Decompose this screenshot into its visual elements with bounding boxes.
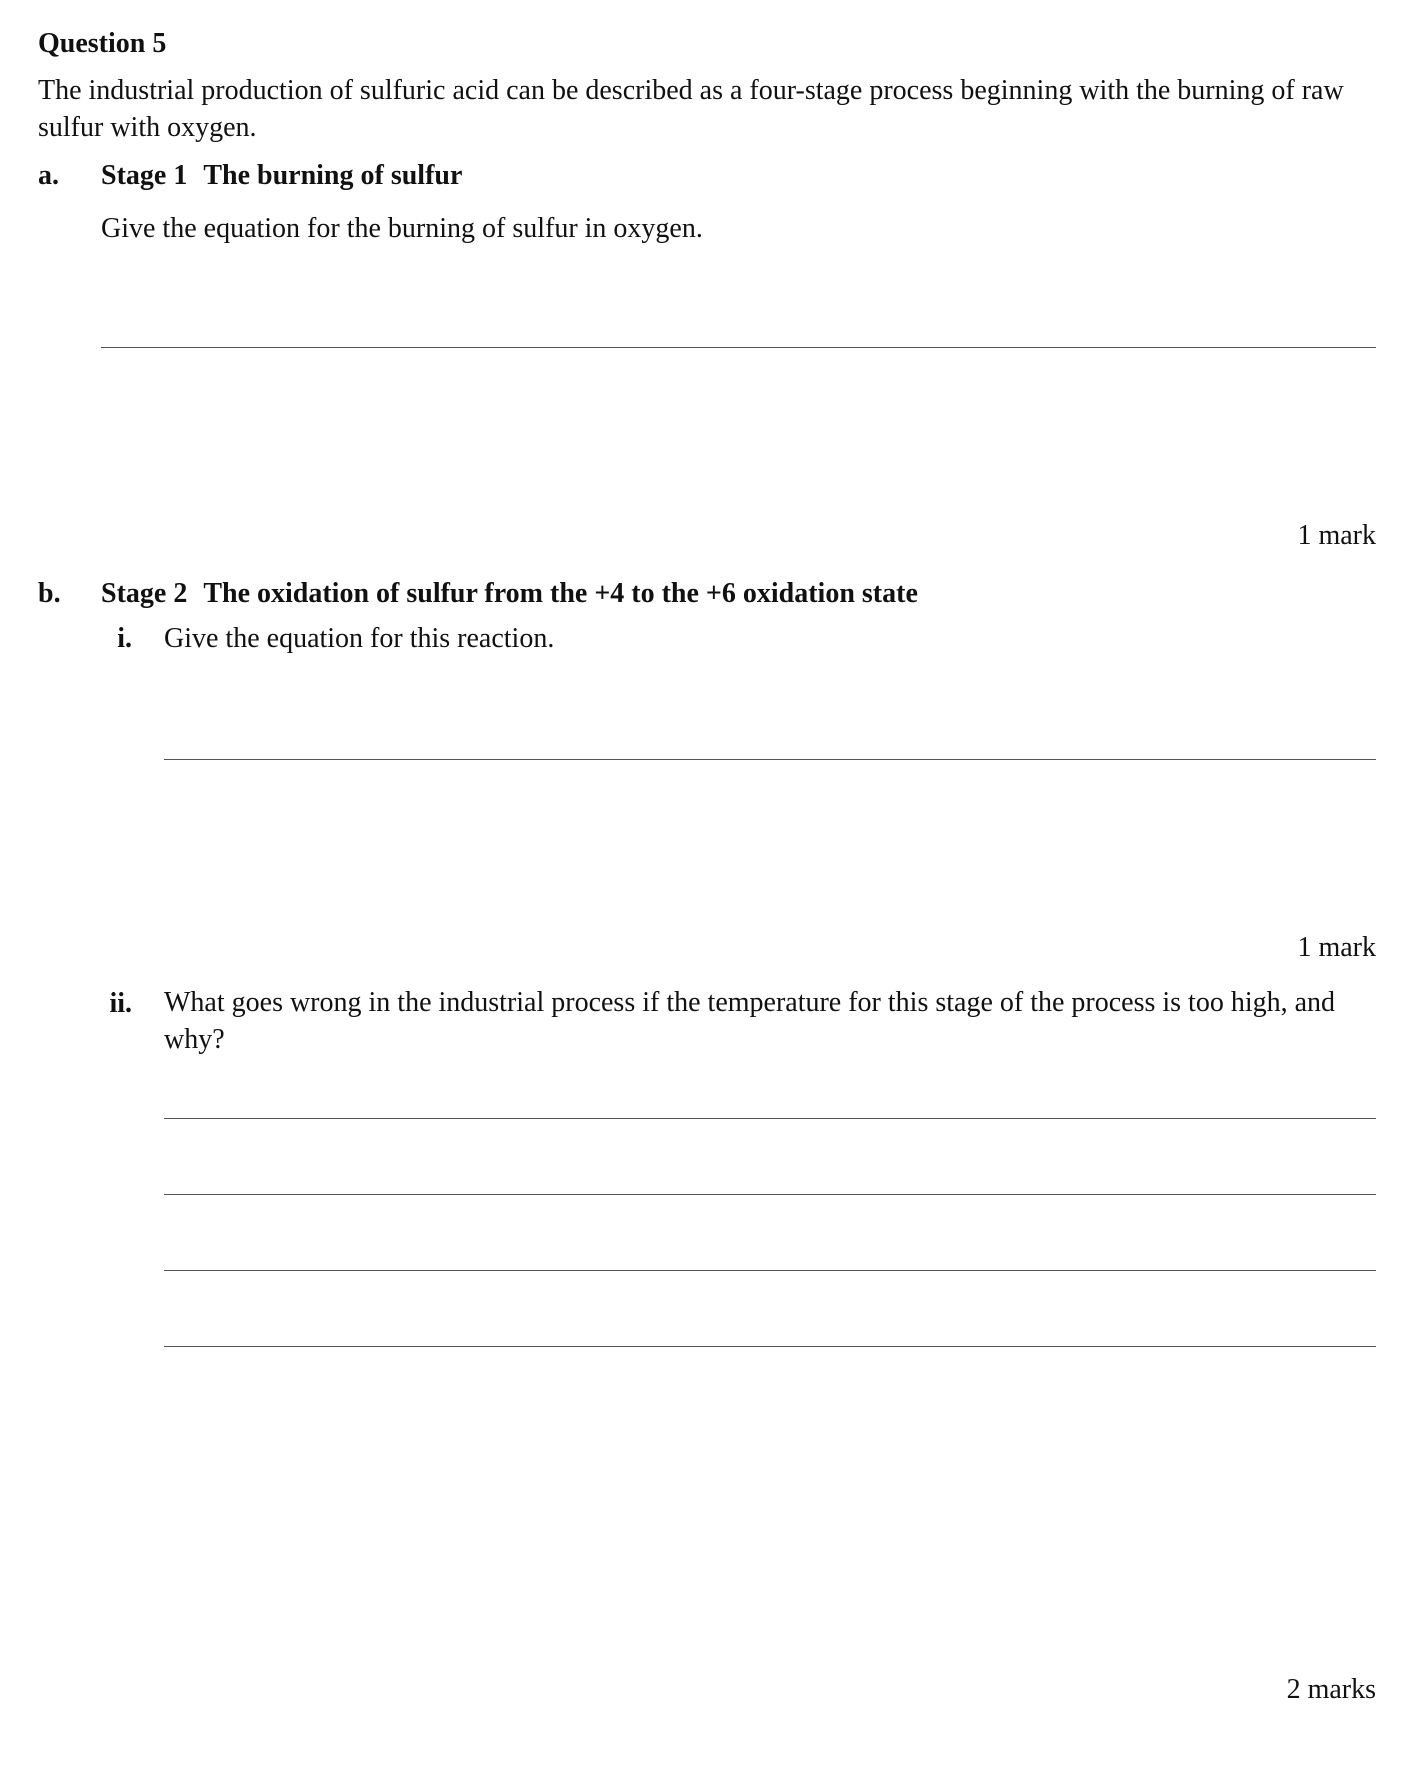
part-b-ii-marks: 2 marks bbox=[1286, 1674, 1376, 1705]
part-b-ii-answer-line-4[interactable] bbox=[164, 1346, 1376, 1347]
part-b-i-label: i. bbox=[117, 623, 132, 654]
part-b-ii-answer-line-3[interactable] bbox=[164, 1270, 1376, 1271]
question-title: Question 5 bbox=[38, 28, 167, 59]
part-b-letter: b. bbox=[38, 578, 61, 609]
question-intro: The industrial production of sulfuric acid can be described as a four-stage process beginning with the burning of raw sulfur with oxygen. bbox=[38, 75, 1344, 143]
part-b-heading-text: The oxidation of sulfur from the +4 to the +6 oxidation state bbox=[203, 578, 918, 609]
part-b-ii-answer-line-2[interactable] bbox=[164, 1194, 1376, 1195]
part-a-heading bbox=[101, 160, 462, 192]
part-b-ii-label: ii. bbox=[109, 988, 132, 1019]
part-b-i-answer-line[interactable] bbox=[164, 759, 1376, 760]
part-b-stage: Stage 2 bbox=[101, 578, 188, 609]
part-a-marks: 1 mark bbox=[1297, 520, 1376, 551]
part-a-prompt: Give the equation for the burning of sulfur in oxygen. bbox=[101, 213, 703, 244]
part-b-heading bbox=[101, 578, 918, 610]
part-a-heading-text: The burning of sulfur bbox=[203, 160, 463, 191]
part-a-answer-line[interactable] bbox=[101, 347, 1376, 348]
part-a-letter: a. bbox=[38, 160, 59, 191]
part-a-stage: Stage 1 bbox=[101, 160, 188, 191]
part-b-ii-answer-line-1[interactable] bbox=[164, 1118, 1376, 1119]
part-b-ii-prompt: What goes wrong in the industrial process if the temperature for this stage of the process is too high, and why? bbox=[164, 987, 1336, 1055]
part-b-i-marks: 1 mark bbox=[1297, 932, 1376, 963]
part-b-i-prompt: Give the equation for this reaction. bbox=[164, 623, 555, 654]
